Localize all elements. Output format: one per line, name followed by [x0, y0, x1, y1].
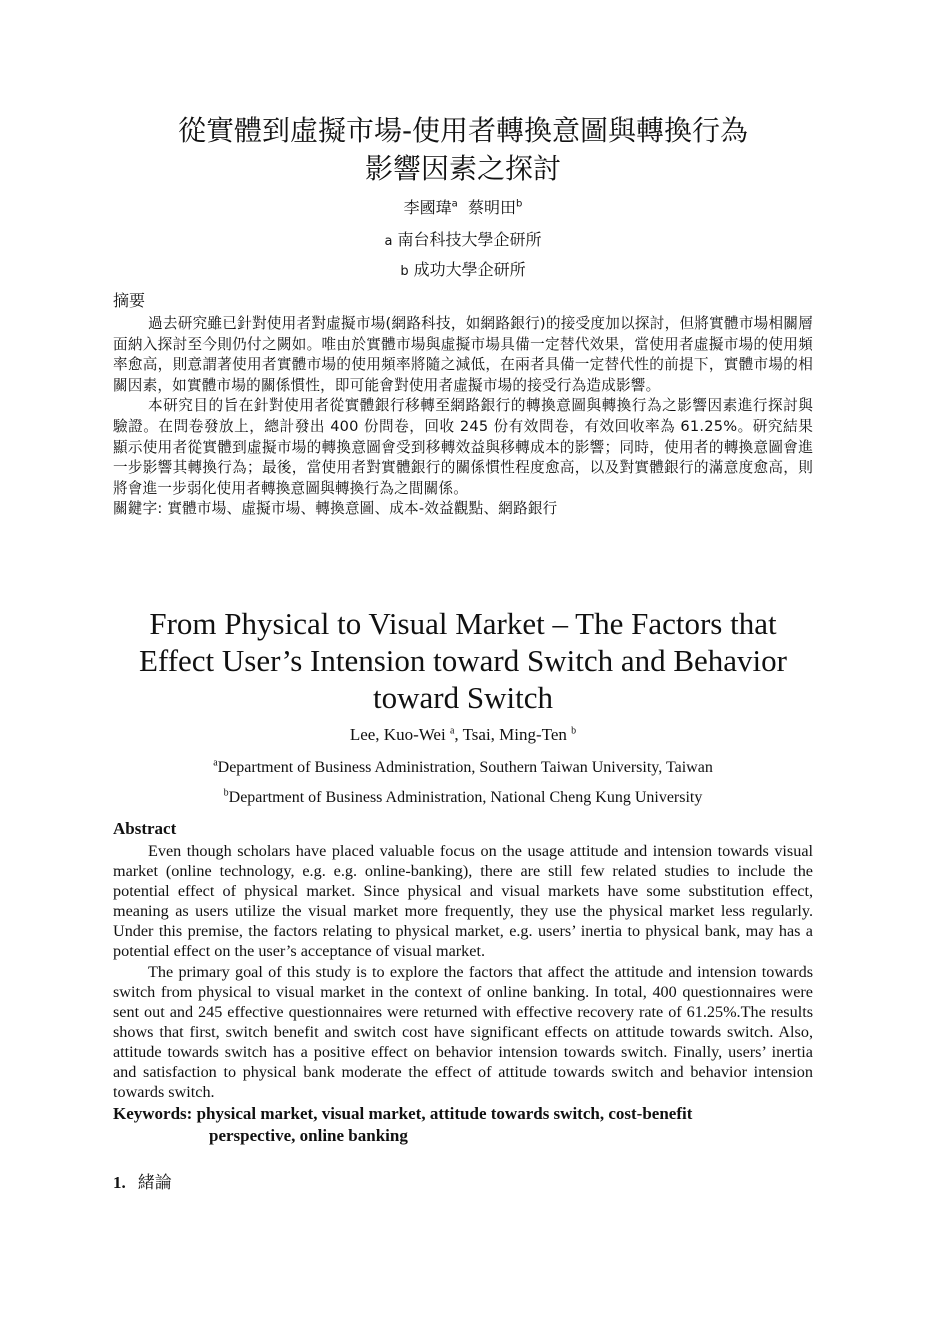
author-mark: a	[449, 725, 455, 737]
chinese-keywords-label: 關鍵字:	[113, 500, 163, 518]
english-affiliation-b	[100, 787, 826, 809]
chinese-keywords	[113, 499, 813, 520]
chinese-keywords-text: 實體市場、虛擬市場、轉換意圖、成本-效益觀點、網路銀行	[167, 500, 558, 518]
english-keywords-line-1: Keywords: physical market, visual market, attitude towards switch, cost-benefit	[113, 1104, 693, 1123]
author-mark: a	[451, 198, 458, 210]
author-mark: b	[515, 198, 523, 210]
english-authors	[100, 724, 826, 746]
chinese-abstract-heading: 摘要	[113, 291, 146, 310]
author-name: 蔡明田	[467, 198, 516, 217]
english-abstract	[113, 841, 813, 1102]
affiliation-mark: a	[213, 757, 218, 769]
chinese-affiliation-b	[100, 258, 826, 284]
chinese-abstract-paragraph-1: 過去研究雖已針對使用者對虛擬市場(網路科技，如網路銀行)的接受度加以探討，但將實體市場相關層面納入探討至今則仍付之闕如。唯由於實體市場與虛擬市場具備一定替代效果，當使用者虛擬市場的使用頻率愈高，則意謂著使用者實體市場的使用頻率將隨之減低，在兩者具備一定替代性的前提下，實體市場的相關因素，如實體市場的關係慣性，即可能會對使用者虛擬市場的接受行為造成影響。	[113, 315, 813, 394]
english-affiliation-a	[100, 757, 826, 779]
chinese-title	[100, 112, 826, 188]
author-name: Lee, Kuo-Wei	[349, 725, 446, 744]
author-name: , Tsai, Ming-Ten	[454, 725, 567, 744]
english-title-line-1: From Physical to Visual Market – The Factors that	[149, 606, 777, 641]
english-keywords	[113, 1103, 813, 1147]
english-abstract-heading: Abstract	[113, 819, 177, 838]
chinese-abstract	[113, 314, 813, 520]
chinese-affiliation-a	[100, 228, 826, 254]
section-heading	[113, 1171, 172, 1195]
affiliation-text: Department of Business Administration, Southern Taiwan University, Taiwan	[217, 759, 713, 776]
chinese-title-line-1: 從實體到虛擬市場-使用者轉換意圖與轉換行為	[177, 114, 749, 147]
english-title-line-2: Effect User’s Intension toward Switch and Behavior	[139, 643, 787, 678]
chinese-title-line-2: 影響因素之探討	[364, 152, 561, 185]
english-keywords-line-2: perspective, online banking	[209, 1126, 408, 1145]
author-name: 李國瑋	[403, 198, 452, 217]
english-title	[100, 605, 826, 716]
author-mark: b	[571, 725, 577, 737]
english-title-line-3: toward Switch	[373, 680, 553, 715]
chinese-authors	[100, 196, 826, 220]
affiliation-mark: b	[223, 787, 229, 799]
affiliation-mark: b	[400, 264, 409, 279]
section-number: 1.	[113, 1173, 126, 1192]
affiliation-text: Department of Business Administration, National Cheng Kung University	[228, 789, 703, 806]
english-abstract-paragraph-1: Even though scholars have placed valuable focus on the usage attitude and intension towards visual market (online technology, e.g. e.g. online-banking), there are still few related studies to include the potential effect of physical market. Since physical and visual markets have some substitution effect, meaning as users utilize the visual market more frequently, they use the physical market less regularly. Under this premise, the factors relating to physical market, e.g. users’ inertia to physical bank, may has a potential effect on the user’s acceptance of visual market.	[113, 842, 813, 961]
english-abstract-paragraph-2: The primary goal of this study is to explore the factors that affect the attitude and intension towards switch from physical to visual market in the context of online banking. In total, 400 questionnaires were sent out and 245 effective questionnaires were returned with effective recovery rate of 61.25%.The results shows that first, switch benefit and switch cost have significant effects on attitude towards switch. Also, attitude towards switch has a positive effect on behavior intension towards switch. Finally, users’ inertia and satisfaction to physical bank moderate the effect of attitude towards switch and behavior intension towards switch.	[113, 962, 813, 1102]
affiliation-text: 成功大學企研所	[413, 260, 526, 279]
section-title: 緒論	[137, 1173, 172, 1193]
affiliation-text: 南台科技大學企研所	[397, 230, 542, 249]
chinese-abstract-paragraph-2: 本研究目的旨在針對使用者從實體銀行移轉至網路銀行的轉換意圖與轉換行為之影響因素進行探討與驗證。在問卷發放上，總計發出 400 份問卷，回收 245 份有效問卷，有效回收率為 61.25%。研究結果顯示使用者從實體到虛擬市場的轉換意圖會受到移轉效益與移轉成本的影響；同時，使用者的轉換意圖會進一步影響其轉換行為；最後，當使用者對實體銀行的關係慣性程度愈高，以及對實體銀行的滿意度愈高，則將會進一步弱化使用者轉換意圖與轉換行為之間關係。	[113, 397, 813, 497]
affiliation-mark: a	[384, 234, 393, 249]
